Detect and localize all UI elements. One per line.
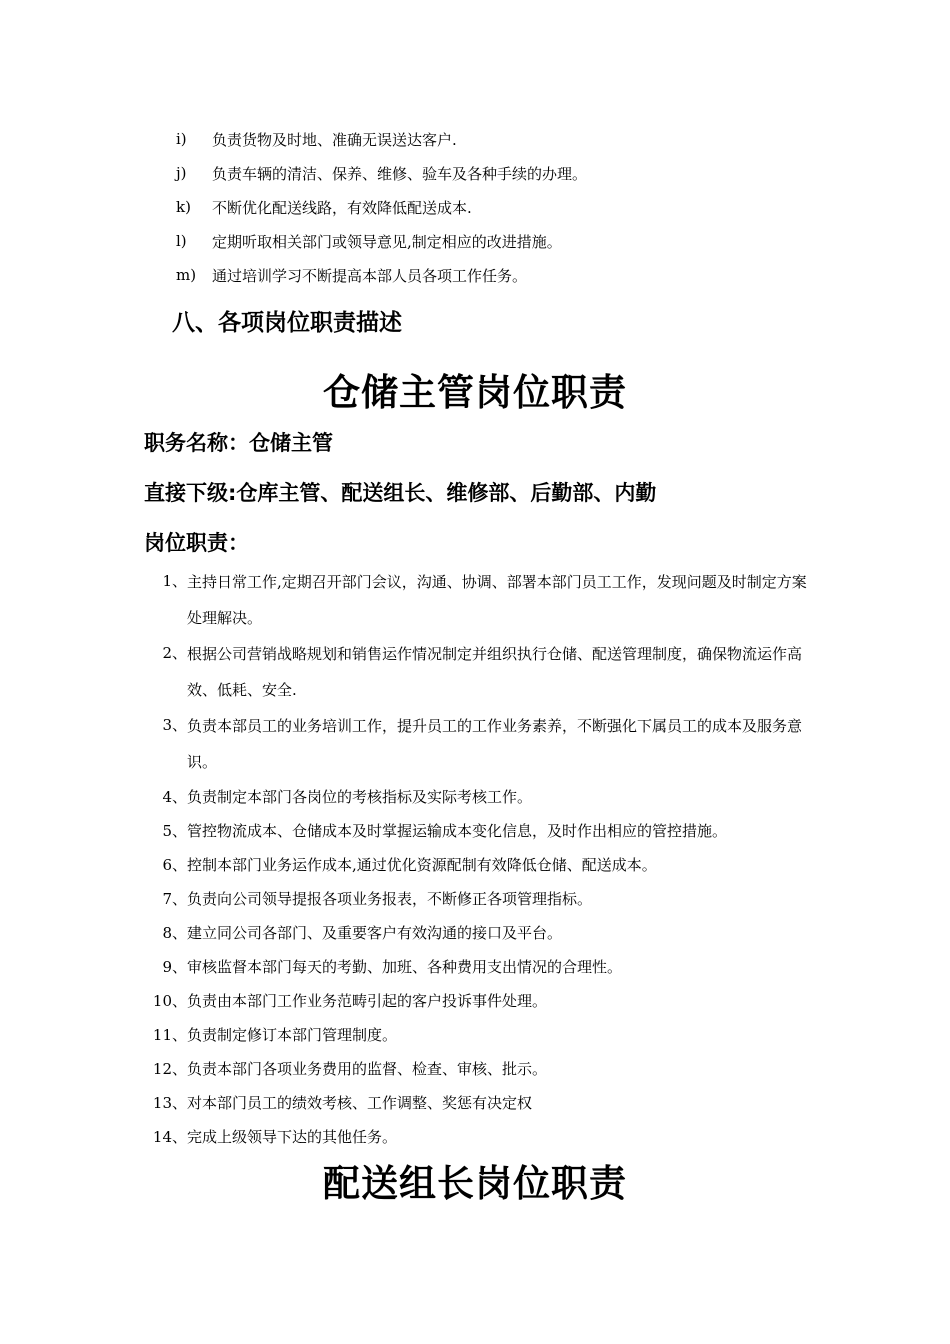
duty-text: 负责制定修订本部门管理制度。 [187, 1026, 398, 1044]
duty-number: 14、 [152, 1128, 187, 1146]
duty-item [150, 950, 810, 984]
duty-number: 10、 [152, 992, 187, 1010]
duty-item [150, 882, 810, 916]
list-text: 不断优化配送线路，有效降低配送成本. [212, 198, 472, 217]
duty-text: 审核监督本部门每天的考勤、加班、各种费用支出情况的合理性。 [187, 958, 623, 976]
job-title-warehouse-supervisor: 仓储主管岗位职责 [323, 370, 627, 414]
duty-item [150, 848, 810, 882]
duty-item [150, 916, 810, 950]
duty-text: 负责由本部门工作业务范畴引起的客户投诉事件处理。 [187, 992, 548, 1010]
list-marker: k) [176, 198, 191, 216]
duty-item [150, 1120, 810, 1154]
duty-item [150, 1018, 810, 1052]
duty-item [150, 708, 810, 780]
duty-number: 12、 [152, 1060, 187, 1078]
list-marker: j) [176, 164, 187, 182]
duty-text: 负责制定本部门各岗位的考核指标及实际考核工作。 [187, 788, 533, 806]
duty-number: 7、 [162, 890, 187, 908]
duty-number: 4、 [162, 788, 187, 806]
duty-number: 1、 [162, 572, 187, 590]
duty-number: 6、 [162, 856, 187, 874]
list-text: 通过培训学习不断提高本部人员各项工作任务。 [212, 266, 528, 285]
duty-number: 8、 [162, 924, 187, 942]
duty-item [150, 1086, 810, 1120]
list-item [176, 122, 836, 156]
list-marker: l) [176, 232, 187, 250]
duty-item [150, 1052, 810, 1086]
section-heading: 八、各项岗位职责描述 [172, 310, 402, 336]
duty-text: 负责本部员工的业务培训工作，提升员工的工作业务素养，不断强化下属员工的成本及服务意识。 [187, 717, 803, 771]
list-text: 负责货物及时地、准确无误送达客户. [212, 130, 457, 149]
duties-list [150, 564, 810, 1154]
duty-text: 管控物流成本、仓储成本及时掌握运输成本变化信息，及时作出相应的管控措施。 [187, 822, 728, 840]
list-text: 定期听取相关部门或领导意见,制定相应的改进措施。 [212, 232, 562, 251]
duty-text: 负责本部门各项业务费用的监督、检查、审核、批示。 [187, 1060, 548, 1078]
duty-number: 5、 [162, 822, 187, 840]
lettered-list [176, 122, 836, 292]
duty-item [150, 564, 810, 636]
list-marker: m) [176, 266, 197, 284]
list-text: 负责车辆的清洁、保养、维修、验车及各种手续的办理。 [212, 164, 588, 183]
duty-item [150, 780, 810, 814]
duties-label: 岗位职责： [144, 531, 249, 555]
duty-number: 11、 [152, 1026, 187, 1044]
duty-text: 建立同公司各部门、及重要客户有效沟通的接口及平台。 [187, 924, 563, 942]
list-item [176, 190, 836, 224]
duty-text: 控制本部门业务运作成本,通过优化资源配制有效降低仓储、配送成本。 [187, 856, 657, 874]
duty-text: 主持日常工作,定期召开部门会议，沟通、协调、部署本部门员工工作，发现问题及时制定方案处理解决。 [187, 573, 807, 627]
duty-text: 根据公司营销战略规划和销售运作情况制定并组织执行仓储、配送管理制度，确保物流运作高效、低耗、安全. [187, 645, 803, 699]
duty-number: 3、 [162, 716, 187, 734]
duty-item [150, 636, 810, 708]
duty-number: 9、 [162, 958, 187, 976]
duty-number: 13、 [152, 1094, 187, 1112]
duty-item [150, 814, 810, 848]
position-name: 职务名称：仓储主管 [144, 431, 333, 455]
direct-reports: 直接下级:仓库主管、配送组长、维修部、后勤部、内勤 [144, 481, 657, 505]
list-item [176, 156, 836, 190]
list-marker: i) [176, 130, 187, 148]
list-item [176, 224, 836, 258]
job-title-delivery-team-leader: 配送组长岗位职责 [323, 1161, 627, 1205]
duty-text: 对本部门员工的绩效考核、工作调整、奖惩有决定权 [187, 1094, 533, 1112]
list-item [176, 258, 836, 292]
duty-item [150, 984, 810, 1018]
duty-text: 完成上级领导下达的其他任务。 [187, 1128, 398, 1146]
duty-text: 负责向公司领导提报各项业务报表，不断修正各项管理指标。 [187, 890, 593, 908]
duty-number: 2、 [162, 644, 187, 662]
